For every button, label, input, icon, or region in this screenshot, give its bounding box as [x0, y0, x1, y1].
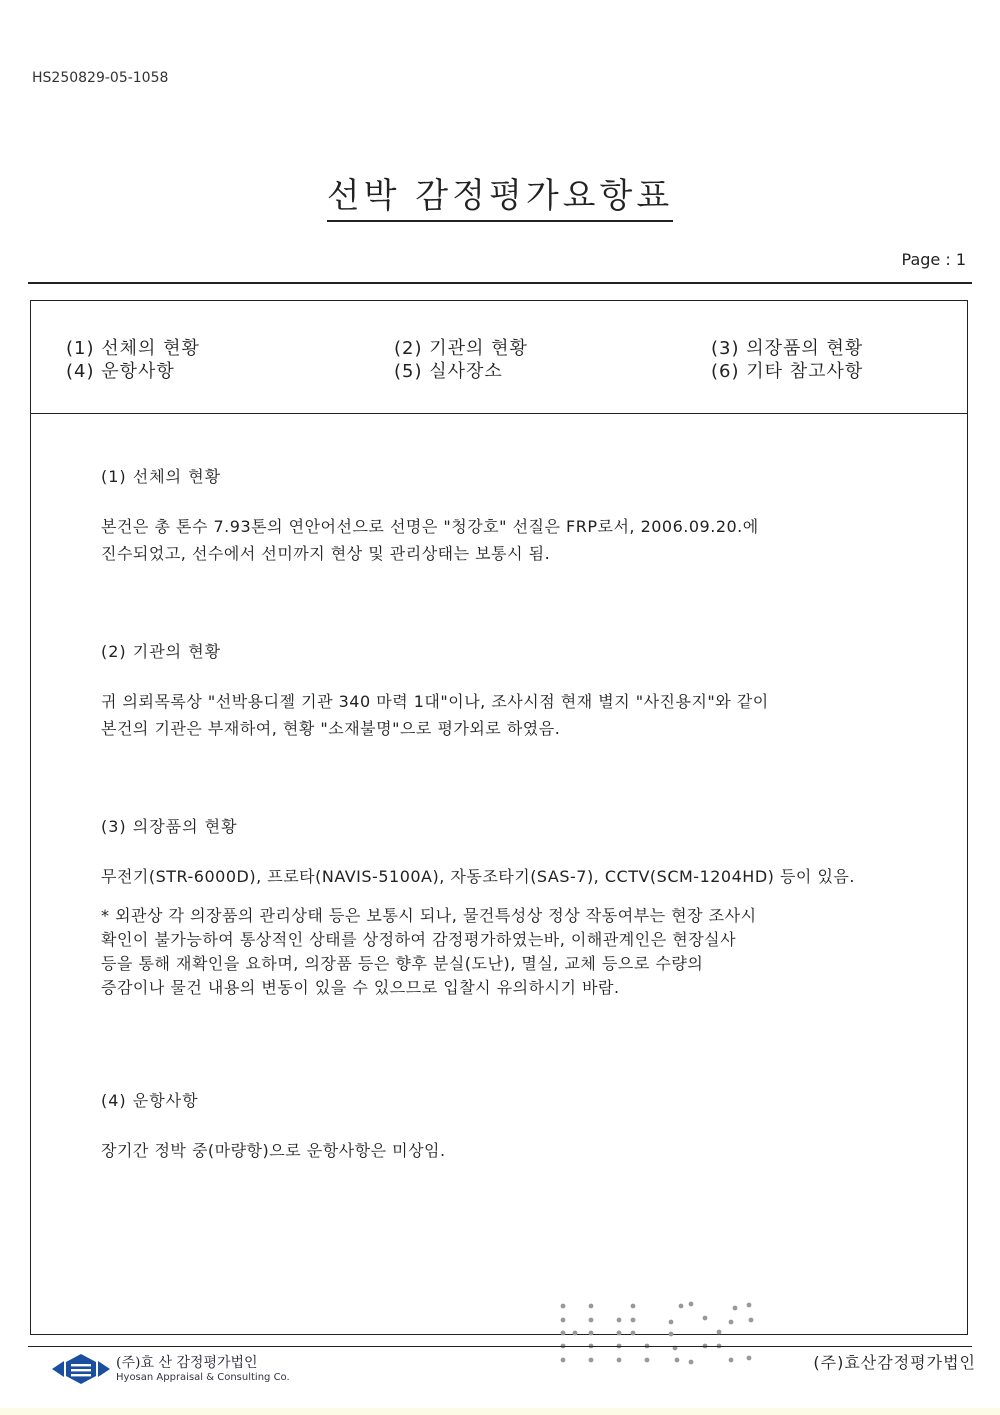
top-rule [28, 282, 972, 284]
note-line: 등을 통해 재확인을 요하며, 의장품 등은 향후 분실(도난), 멸실, 교체 등으로 수량의 [101, 954, 704, 973]
toc-item-1: (1) 선체의 현황 [66, 338, 200, 359]
document-title-text: 선박 감정평가요항표 [327, 176, 673, 222]
logo-english-name: Hyosan Appraisal & Consulting Co. [116, 1372, 290, 1383]
toc-item-5: (5) 실사장소 [394, 361, 503, 382]
section-line: 본건의 기관은 부재하여, 현황 "소재불명"으로 평가외로 하였음. [101, 719, 561, 738]
section-heading: (2) 기관의 현황 [101, 642, 222, 661]
section-heading: (1) 선체의 현황 [101, 467, 222, 486]
section-heading: (3) 의장품의 현황 [101, 817, 238, 836]
section-line: 무전기(STR-6000D), 프로타(NAVIS-5100A), 자동조타기(SAS-7), CCTV(SCM-1204HD) 등이 있음. [101, 867, 855, 886]
toc-item-3: (3) 의장품의 현황 [711, 338, 864, 359]
company-logo [50, 1350, 290, 1390]
section-line: 장기간 정박 중(마량항)으로 운항사항은 미상임. [101, 1141, 446, 1160]
section-equipment [101, 814, 931, 1000]
content-frame [30, 300, 968, 1335]
note-line: * 외관상 각 의장품의 관리상태 등은 보통시 되나, 물건특성상 정상 작동여부는 현장 조사시 [101, 906, 757, 925]
document-title [0, 168, 1000, 217]
section-line: 진수되었고, 선수에서 선미까지 현상 및 관리상태는 보통시 됨. [101, 544, 551, 563]
page-bottom-band [0, 1408, 1000, 1415]
toc-item-6: (6) 기타 참고사항 [711, 361, 864, 382]
footer-company-name: (주)효산감정평가법인 [813, 1353, 976, 1372]
section-operation [101, 1088, 931, 1164]
note-line: 확인이 불가능하여 통상적인 상태를 상정하여 감정평가하였는바, 이해관계인은 현장실사 [101, 930, 737, 949]
toc-divider [31, 413, 967, 414]
document-id: HS250829-05-1058 [32, 70, 169, 86]
toc-item-2: (2) 기관의 현황 [394, 338, 528, 359]
section-line: 본건은 총 톤수 7.93톤의 연안어선으로 선명은 "청강호" 선질은 FRP로서, 2006.09.20.에 [101, 517, 759, 536]
logo-korean-name: (주)효 산 감정평가법인 [116, 1355, 258, 1371]
section-engine [101, 639, 931, 742]
section-line: 귀 의뢰목록상 "선박용디젤 기관 340 마력 1대"이나, 조사시점 현재 별지 "사진용지"와 같이 [101, 692, 769, 711]
company-logo-icon [50, 1350, 112, 1388]
note-line: 증감이나 물건 내용의 변동이 있을 수 있으므로 입찰시 유의하시기 바람. [101, 978, 620, 997]
toc-item-4: (4) 운항사항 [66, 361, 175, 382]
page-number: Page : 1 [901, 250, 966, 269]
section-heading: (4) 운항사항 [101, 1091, 199, 1110]
footer-rule [28, 1346, 972, 1347]
seal-dot-pattern [555, 1300, 765, 1370]
section-hull [101, 464, 931, 567]
